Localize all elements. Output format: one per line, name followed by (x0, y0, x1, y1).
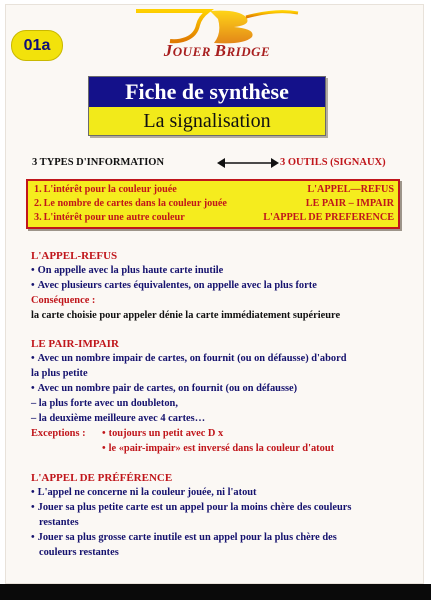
row-tool: LE PAIR – IMPAIR (305, 198, 394, 209)
list-subitem: – la plus forte avec un doubleton, (31, 398, 178, 409)
list-subitem: – la deuxième meilleure avec 4 cartes… (31, 413, 206, 424)
list-item: • On appelle avec la plus haute carte inutile (31, 265, 224, 276)
double-arrow-icon (217, 156, 279, 170)
summary-row (34, 198, 394, 212)
list-item-continued: la plus petite (31, 368, 88, 379)
page-number-badge (11, 30, 63, 61)
types-right-label: 3 OUTILS (SIGNAUX) (280, 157, 386, 168)
exception-item: • le «pair-impair» est inversé dans la couleur d'atout (102, 443, 335, 454)
logo-word-bridge: RIDGE (226, 44, 271, 59)
section-heading-appel-refus: L'APPEL-REFUS (31, 250, 118, 262)
list-item-continued: restantes (39, 517, 79, 528)
consequence-text: la carte choisie pour appeler dénie la carte immédiatement supérieure (31, 310, 341, 321)
row-info: L'intérêt pour une autre couleur (43, 212, 185, 223)
row-number: 1. (34, 184, 42, 195)
page-subtitle: La signalisation (89, 107, 325, 135)
logo-word-jouer: OUER (172, 44, 211, 59)
summary-row (34, 212, 394, 226)
row-number: 3. (34, 212, 42, 223)
row-tool: L'APPEL—REFUS (307, 184, 394, 195)
logo-initial-j: J (163, 41, 173, 60)
row-number: 2. (34, 198, 42, 209)
section-heading-pair-impair: LE PAIR-IMPAIR (31, 338, 119, 350)
exceptions-label: Exceptions : (31, 428, 86, 439)
types-left-label: 3 TYPES D'INFORMATION (32, 157, 165, 168)
list-item: • L'appel ne concerne ni la couleur jouée, ni l'atout (31, 487, 257, 498)
title-box (88, 76, 326, 136)
list-item: • Avec plusieurs cartes équivalentes, on appelle avec la plus forte (31, 280, 317, 291)
page-title: Fiche de synthèse (89, 77, 325, 107)
scan-bottom-edge (0, 584, 431, 600)
logo-initial-b: B (214, 41, 227, 60)
jouer-bridge-logo (126, 7, 308, 63)
list-item-continued: couleurs restantes (39, 547, 119, 558)
summary-row (34, 184, 394, 198)
section-heading-appel-preference: L'APPEL DE PRÉFÉRENCE (31, 472, 173, 484)
consequence-label: Conséquence : (31, 295, 96, 306)
exception-item: • toujours un petit avec D x (102, 428, 224, 439)
types-row (22, 157, 412, 171)
row-info: L'intérêt pour la couleur jouée (43, 184, 177, 195)
list-item: • Avec un nombre pair de cartes, on fournit (ou on défausse) (31, 383, 298, 394)
list-item: • Avec un nombre impair de cartes, on fournit (ou on défausse) d'abord (31, 353, 347, 364)
list-item: • Jouer sa plus petite carte est un appel pour la moins chère des couleurs (31, 502, 352, 513)
summary-box (26, 179, 400, 229)
logo-wordmark (126, 41, 308, 61)
badge-label: 01a (23, 36, 51, 54)
list-item: • Jouer sa plus grosse carte inutile est un appel pour la plus chère des (31, 532, 337, 543)
row-tool: L'APPEL DE PREFERENCE (263, 212, 394, 223)
row-info: Le nombre de cartes dans la couleur jouée (43, 198, 227, 209)
